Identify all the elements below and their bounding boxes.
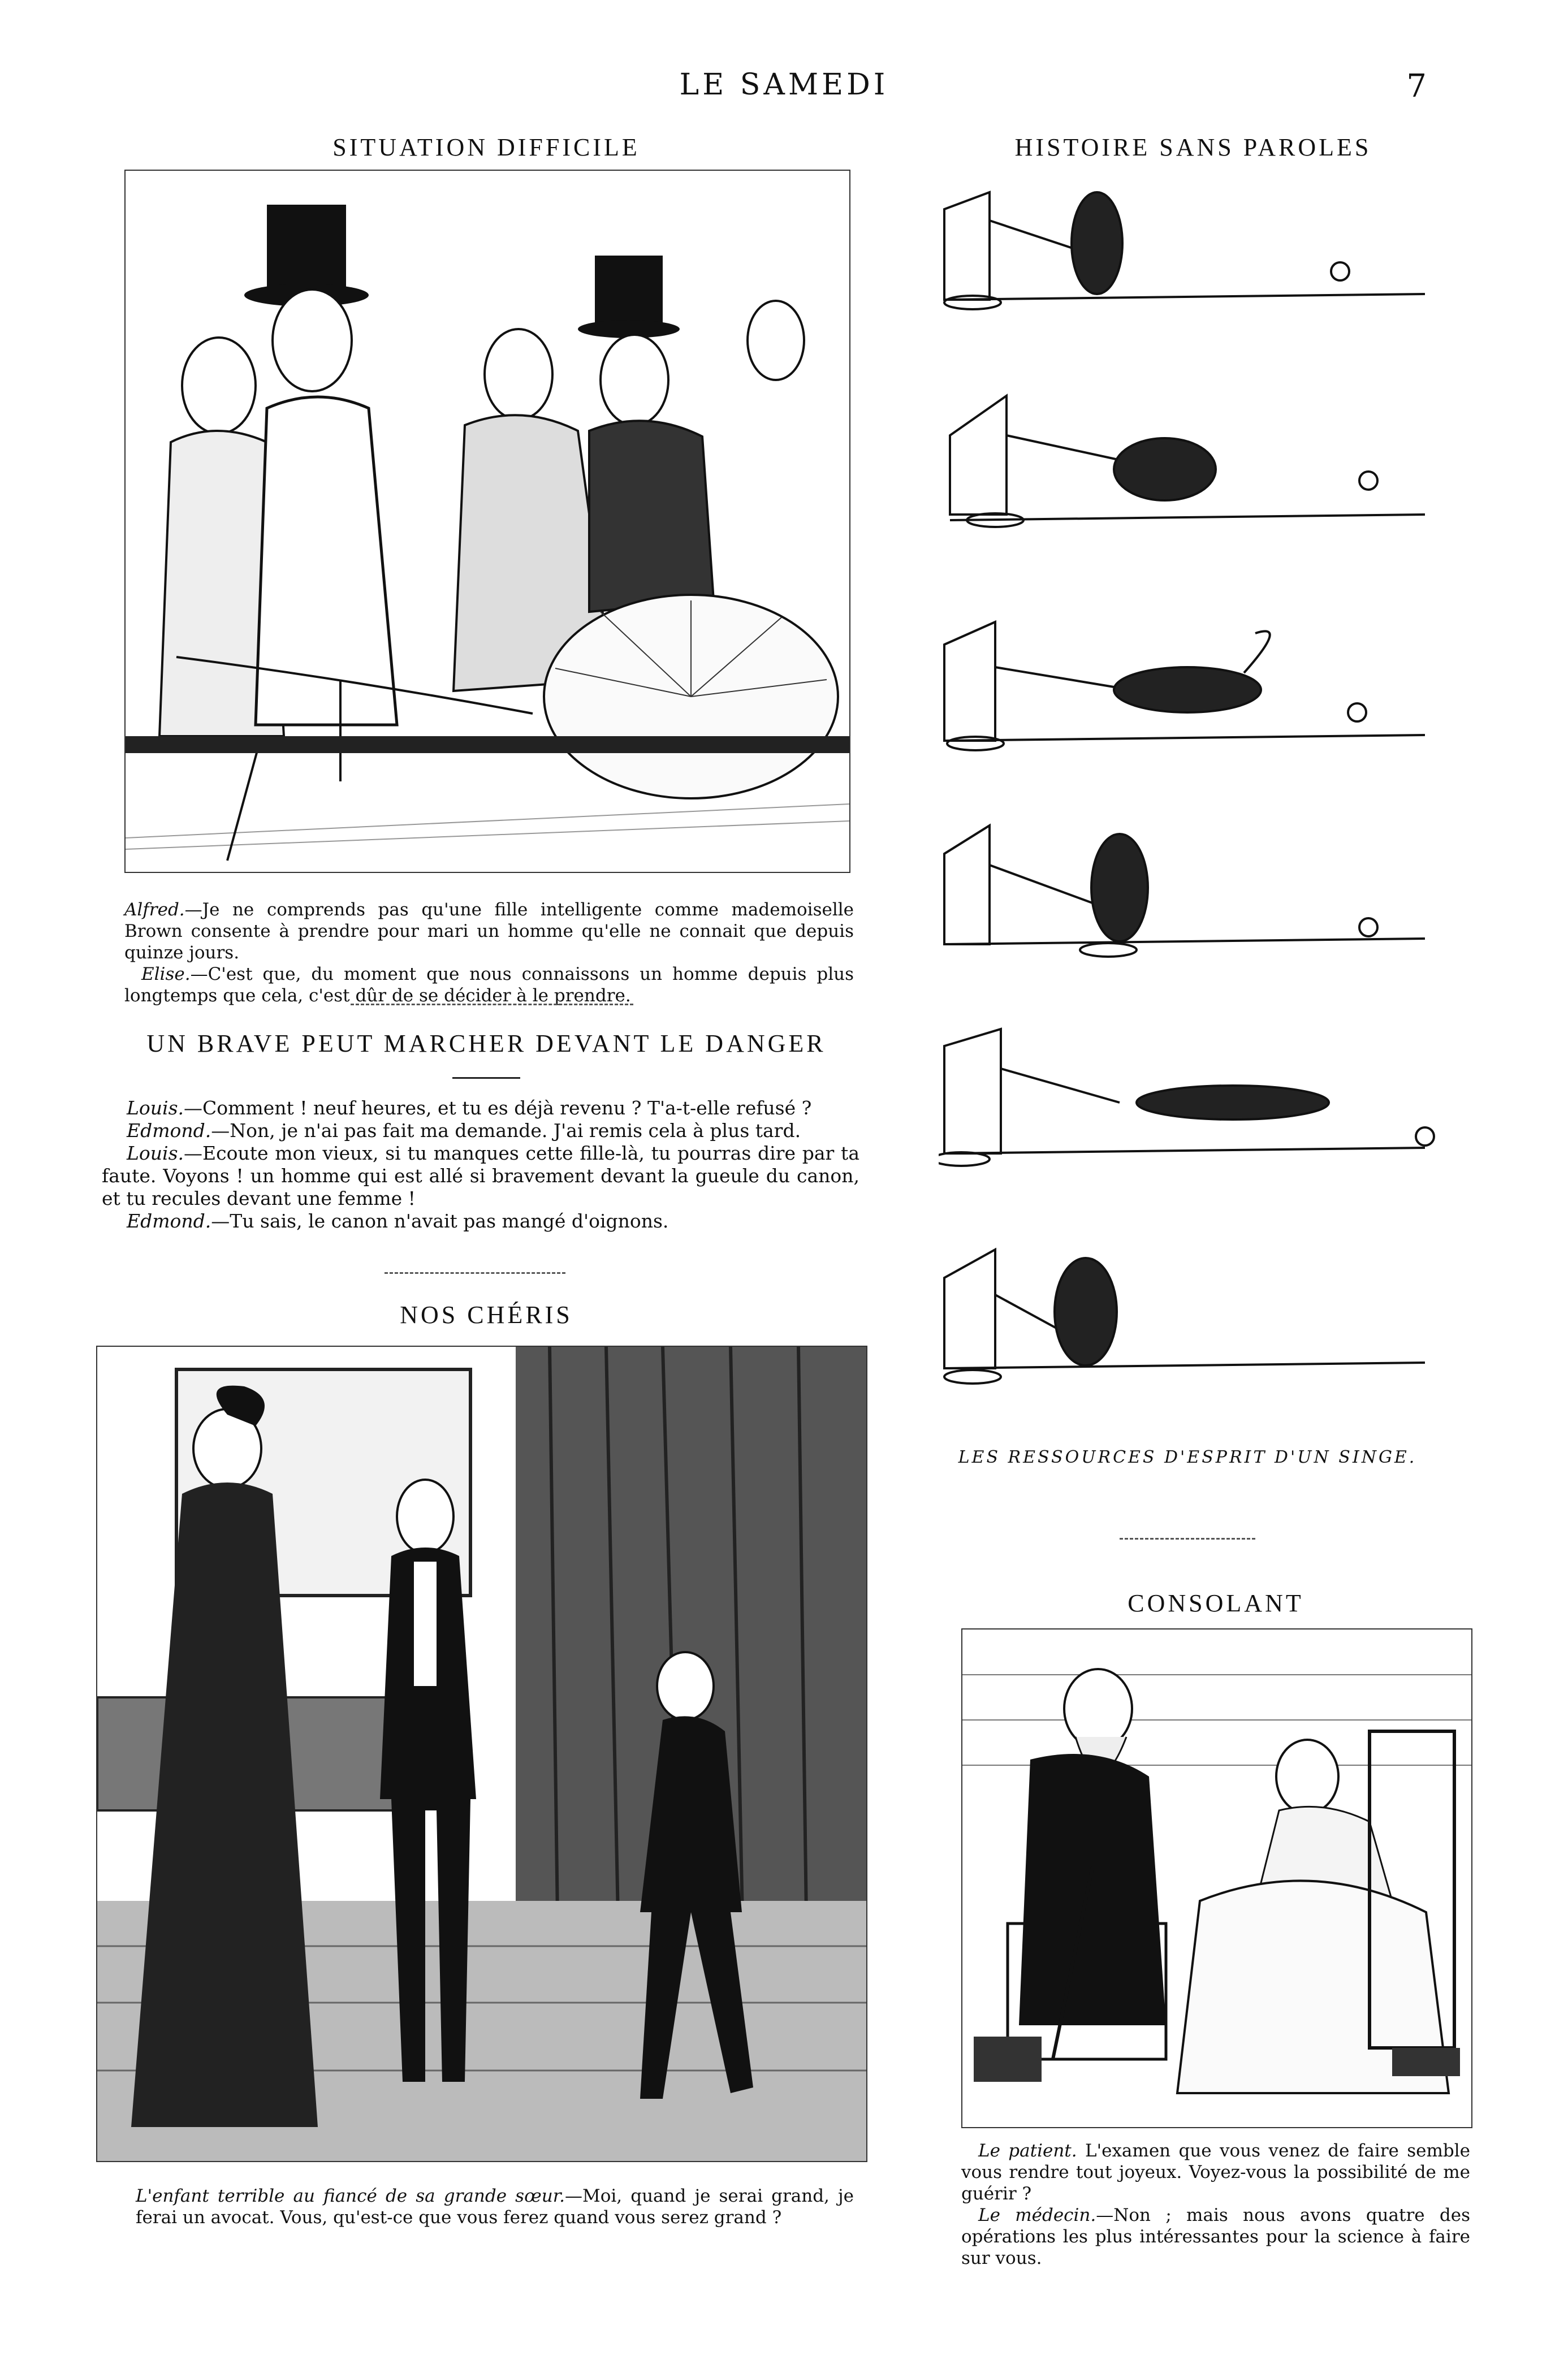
caption-speaker: Alfred. [124,900,185,920]
comic-panel-2 [950,396,1425,527]
caption-speaker: Elise. [141,964,191,984]
caption-text: L'examen que vous venez de faire semble vous rendre tout joyeux. Voyez-vous la possibilité de me guérir ? [961,2141,1471,2204]
caption-text: —C'est que, du moment que nous connaissons un homme depuis plus longtemps que cela, c'est dûr de se décider à le prendre. [124,964,854,1006]
salon-scene-drawing [97,1347,866,2161]
carriage-scene-drawing [126,171,849,872]
sickbed-scene-drawing [962,1629,1471,2127]
caption-text: —Non ; mais nous avons quatre des opérations les plus intéressantes pour la science à faire sur vous. [961,2205,1471,2268]
section-divider [385,1272,565,1274]
situation-caption [124,899,854,1006]
histoire-caption: LES RESSOURCES D'ESPRIT D'UN SINGE. [958,1447,1417,1467]
comic-panel-1 [944,192,1425,309]
histoire-title: HISTOIRE SANS PAROLES [1014,133,1372,161]
caption-speaker: Le patient. [978,2141,1077,2161]
page-header [0,68,1568,124]
comic-panel-5 [939,1029,1434,1166]
caption-text: —Moi, quand je serai grand, je ferai un avocat. Vous, qu'est-ce que vous ferez quand vous serez grand ? [136,2186,854,2228]
dialogue-text: —Comment ! neuf heures, et tu es déjà revenu ? T'a-t-elle refusé ? [184,1097,812,1119]
consolant-illustration [961,1628,1472,2128]
histoire-comic-strip [939,175,1436,1442]
brave-dialogue [102,1097,859,1233]
dialogue-speaker: Louis. [127,1142,184,1164]
situation-illustration [124,170,850,873]
comic-panel-6 [944,1250,1425,1384]
consolant-caption [961,2140,1470,2269]
cheris-caption [136,2185,854,2228]
situation-title: SITUATION DIFFICILE [332,133,640,161]
dialogue-speaker: Edmond. [127,1120,211,1142]
page-number: 7 [1406,68,1427,105]
dialogue-text: —Ecoute mon vieux, si tu manques cette fille-là, tu pourras dire par ta faute. Voyons ! un homme qui est allé si bravement devant la gueule du canon, et tu recules devant une femme ! [102,1142,859,1209]
newspaper-title: LE SAMEDI [679,68,889,102]
cheris-title: NOS CHÉRIS [400,1301,573,1329]
comic-panel-3 [944,622,1425,750]
dialogue-text: —Non, je n'ai pas fait ma demande. J'ai remis cela à plus tard. [211,1120,801,1142]
caption-text: —Je ne comprends pas qu'une fille intelligente comme mademoiselle Brown consente à prendre pour mari un homme qu'elle ne connait que depuis quinze jours. [124,900,854,963]
section-divider [351,1004,633,1005]
comic-panel-4 [944,825,1425,957]
cheris-illustration [96,1346,867,2162]
caption-speaker: Le médecin. [978,2205,1096,2225]
dialogue-text: —Tu sais, le canon n'avait pas mangé d'oignons. [211,1210,669,1232]
brave-title: UN BRAVE PEUT MARCHER DEVANT LE DANGER [146,1030,826,1057]
dialogue-speaker: Edmond. [127,1210,211,1232]
consolant-title: CONSOLANT [1128,1589,1304,1617]
dialogue-speaker: Louis. [127,1097,184,1119]
section-divider [1120,1538,1255,1540]
caption-speaker: L'enfant terrible au fiancé de sa grande sœur. [136,2186,565,2206]
title-underline [452,1077,520,1079]
monkey-panels-drawing [939,175,1436,1442]
